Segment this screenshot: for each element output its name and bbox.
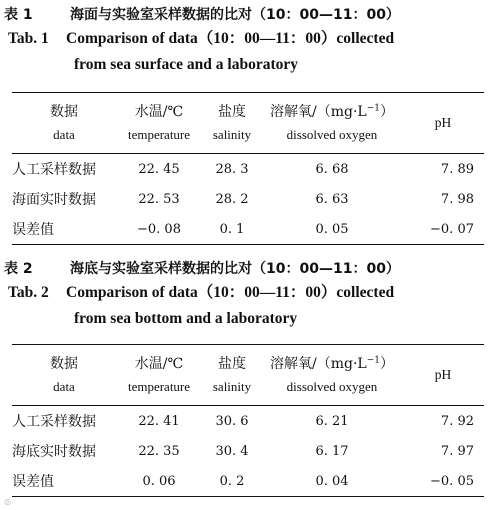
table-2 [12,344,484,497]
table-cell: 6. 68 [315,161,349,177]
table-row [12,436,484,466]
table-2-header-data: 数据 data [12,345,116,406]
table-block-2 [0,258,494,490]
table-cell: 人工采样数据 [12,414,96,430]
table-2-header-ph: pH [402,345,484,406]
table-cell: 0. 1 [219,221,245,237]
table-row [12,466,484,497]
table-cell: 22. 53 [138,191,180,207]
table-row [12,406,484,437]
table-cell: −0. 05 [430,473,474,489]
table-1-caption-cn-text: 海面与实验室采样数据的比对（10：00—11：00） [70,7,400,23]
table-cell: 6. 17 [315,443,349,459]
table-cell: 22. 45 [138,161,180,177]
table-1-caption-cn-label: 表 1 [4,7,33,23]
table-block-1 [0,4,494,238]
table-2-header-dissolved-oxygen: 溶解氧$/(mg\cdot L^{-1})$ dissolved oxygen [262,345,402,406]
table-2-caption-cn-text: 海底与实验室采样数据的比对（10：00—11：00） [70,261,400,277]
table-cell: 0. 2 [219,473,245,489]
table-2-header-salinity: 盐度 salinity [202,345,262,406]
table-cell: 30. 6 [215,413,249,429]
table-1-header-row [12,93,484,154]
table-1-header-temperature: 水温/℃ temperature [116,93,202,154]
table-row [12,214,484,245]
table-1-caption-en-line1: Comparison of data（10：00—11：00）collected [66,30,395,47]
table-cell: 0. 05 [315,221,349,237]
table-cell: 0. 04 [315,473,349,489]
table-2-caption-en-line2: from sea bottom and a laboratory [74,310,298,327]
watermark-icon: ◎ [4,497,11,506]
table-cell: 7. 92 [440,413,474,429]
table-1 [12,92,484,245]
table-2-caption-en-line1: Comparison of data（10：00—11：00）collected [66,284,395,301]
table-cell: 误差值 [12,474,54,490]
table-cell: 28. 2 [215,191,249,207]
table-cell: 海底实时数据 [12,444,96,460]
table-2-caption-cn [0,258,494,280]
table-cell: 7. 89 [440,161,474,177]
table-1-caption-en-line2: from sea surface and a laboratory [74,56,299,73]
table-2-caption-cn-label: 表 2 [4,261,33,277]
table-cell: −0. 08 [137,221,181,237]
table-1-caption-en [0,26,494,78]
table-cell: 28. 3 [215,161,249,177]
table-cell: −0. 07 [430,221,474,237]
table-cell: 30. 4 [215,443,249,459]
table-row [12,154,484,185]
table-1-header-data: 数据 data [12,93,116,154]
table-1-header-salinity: 盐度 salinity [202,93,262,154]
table-cell: 6. 63 [315,191,349,207]
table-cell: 海面实时数据 [12,192,96,208]
table-2-caption-en-label: Tab. 2 [8,284,49,301]
table-cell: 22. 35 [138,443,180,459]
table-cell: 人工采样数据 [12,162,96,178]
table-cell: 7. 97 [440,443,474,459]
table-cell: 误差值 [12,222,54,238]
table-1-caption-en-label: Tab. 1 [8,30,49,47]
table-cell: 7. 98 [440,191,474,207]
table-2-caption-en [0,280,494,332]
table-1-caption-cn [0,4,494,26]
table-cell: 0. 06 [142,473,176,489]
table-1-header-dissolved-oxygen: 溶解氧$/(mg\cdot L^{-1})$ dissolved oxygen [262,93,402,154]
table-2-header-row [12,345,484,406]
table-1-header-ph: pH [402,93,484,154]
table-cell: 6. 21 [315,413,349,429]
table-2-header-temperature: 水温/℃ temperature [116,345,202,406]
table-cell: 22. 41 [138,413,180,429]
table-row [12,184,484,214]
